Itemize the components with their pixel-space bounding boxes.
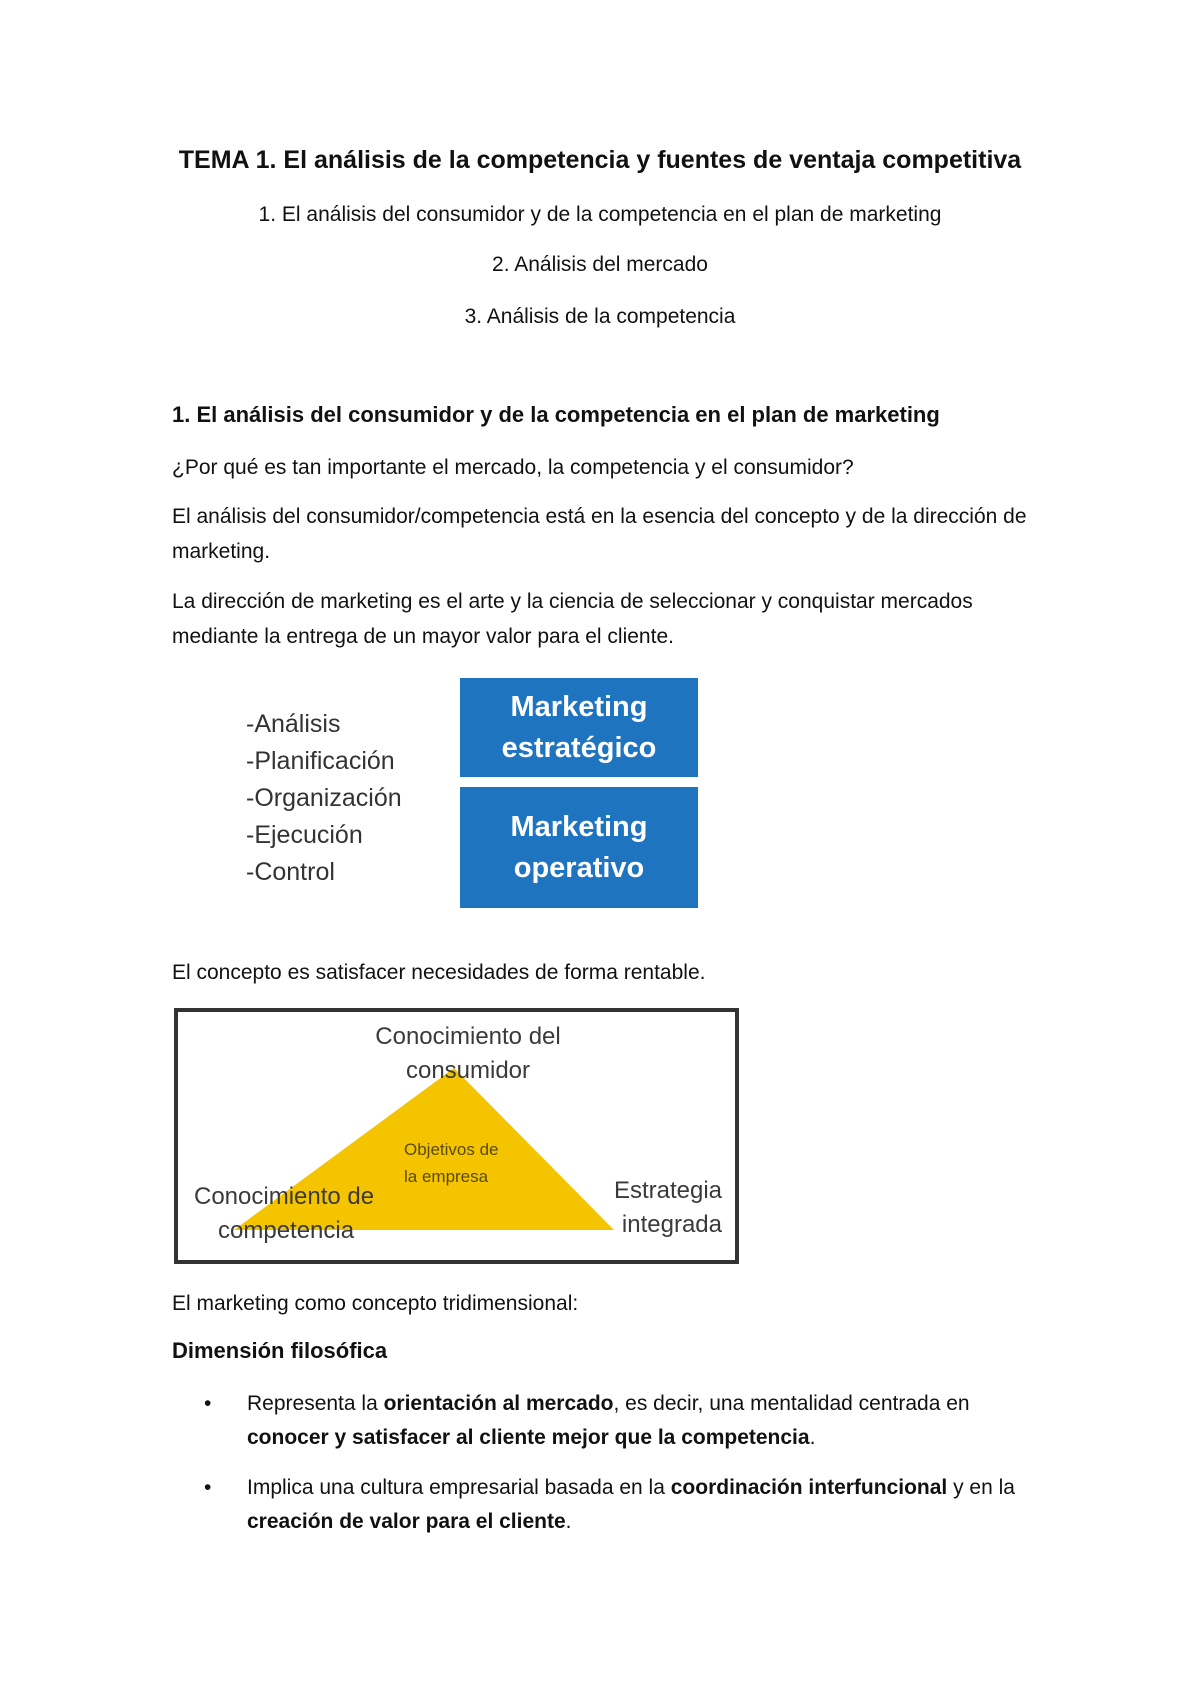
paragraph-1: El análisis del consumidor/competencia está en la esencia del concepto y de la dirección de marketing. — [172, 505, 1027, 563]
text-run: Representa la — [247, 1392, 384, 1415]
bold-run: orientación al mercado — [383, 1392, 614, 1415]
label-line: Conocimiento del — [375, 1023, 561, 1050]
left-label — [194, 1180, 374, 1248]
box-line: Marketing — [510, 810, 648, 843]
text-run: Implica una cultura empresarial basada en la — [247, 1476, 671, 1499]
label-line: la empresa — [404, 1167, 489, 1186]
bullet-dot-icon: • — [204, 1476, 212, 1499]
strategic-marketing-box — [460, 678, 698, 777]
label-line: competencia — [218, 1217, 355, 1244]
label-line: consumidor — [405, 1057, 531, 1084]
process-item: -Ejecución — [246, 821, 363, 849]
label-line: integrada — [621, 1211, 722, 1238]
operative-marketing-box — [460, 787, 698, 908]
bold-run: conocer y satisfacer al cliente mejor que la competencia — [247, 1426, 810, 1449]
toc-item-3: 3. Análisis de la competencia — [464, 305, 736, 328]
bullet-dot-icon: • — [204, 1392, 212, 1415]
box-line: estratégico — [501, 731, 657, 764]
dimension-heading: Dimensión filosófica — [172, 1338, 388, 1363]
process-item: -Control — [246, 858, 335, 886]
bold-run: creación de valor para el cliente — [247, 1510, 566, 1533]
text-run: y en la — [947, 1476, 1015, 1499]
document-title: TEMA 1. El análisis de la competencia y fuentes de ventaja competitiva — [178, 146, 1022, 174]
label-line: Conocimiento de — [194, 1183, 375, 1210]
process-item: -Análisis — [246, 710, 341, 738]
text-run: , es decir, una mentalidad centrada en — [613, 1392, 970, 1415]
box-line: Marketing — [510, 690, 648, 723]
center-label — [404, 1136, 499, 1190]
bullet-text — [247, 1471, 1052, 1539]
text-run: . — [809, 1426, 816, 1449]
process-item: -Planificación — [246, 747, 395, 775]
concept-line: El concepto es satisfacer necesidades de forma rentable. — [172, 961, 706, 984]
right-label — [604, 1174, 722, 1242]
label-line: Estrategia — [613, 1177, 722, 1204]
section-heading: 1. El análisis del consumidor y de la competencia en el plan de marketing — [172, 402, 940, 427]
bullet-text — [247, 1387, 1052, 1455]
knowledge-triangle-diagram — [174, 1008, 739, 1264]
section-question: ¿Por qué es tan importante el mercado, la competencia y el consumidor? — [172, 456, 854, 479]
label-line: Objetivos de — [404, 1140, 499, 1159]
paragraph-2: La dirección de marketing es el arte y la ciencia de seleccionar y conquistar mercados mediante la entrega de un mayor valor para el cliente. — [172, 590, 973, 648]
process-item: -Organización — [246, 784, 402, 812]
marketing-process-list — [246, 706, 402, 891]
box-line: operativo — [513, 851, 645, 884]
toc-item-2: 2. Análisis del mercado — [492, 253, 708, 276]
text-run: . — [565, 1510, 572, 1533]
top-label — [363, 1020, 573, 1088]
bold-run: coordinación interfuncional — [670, 1476, 948, 1499]
tridimensional-intro: El marketing como concepto tridimensional: — [172, 1292, 579, 1315]
toc-item-1: 1. El análisis del consumidor y de la competencia en el plan de marketing — [258, 203, 942, 226]
